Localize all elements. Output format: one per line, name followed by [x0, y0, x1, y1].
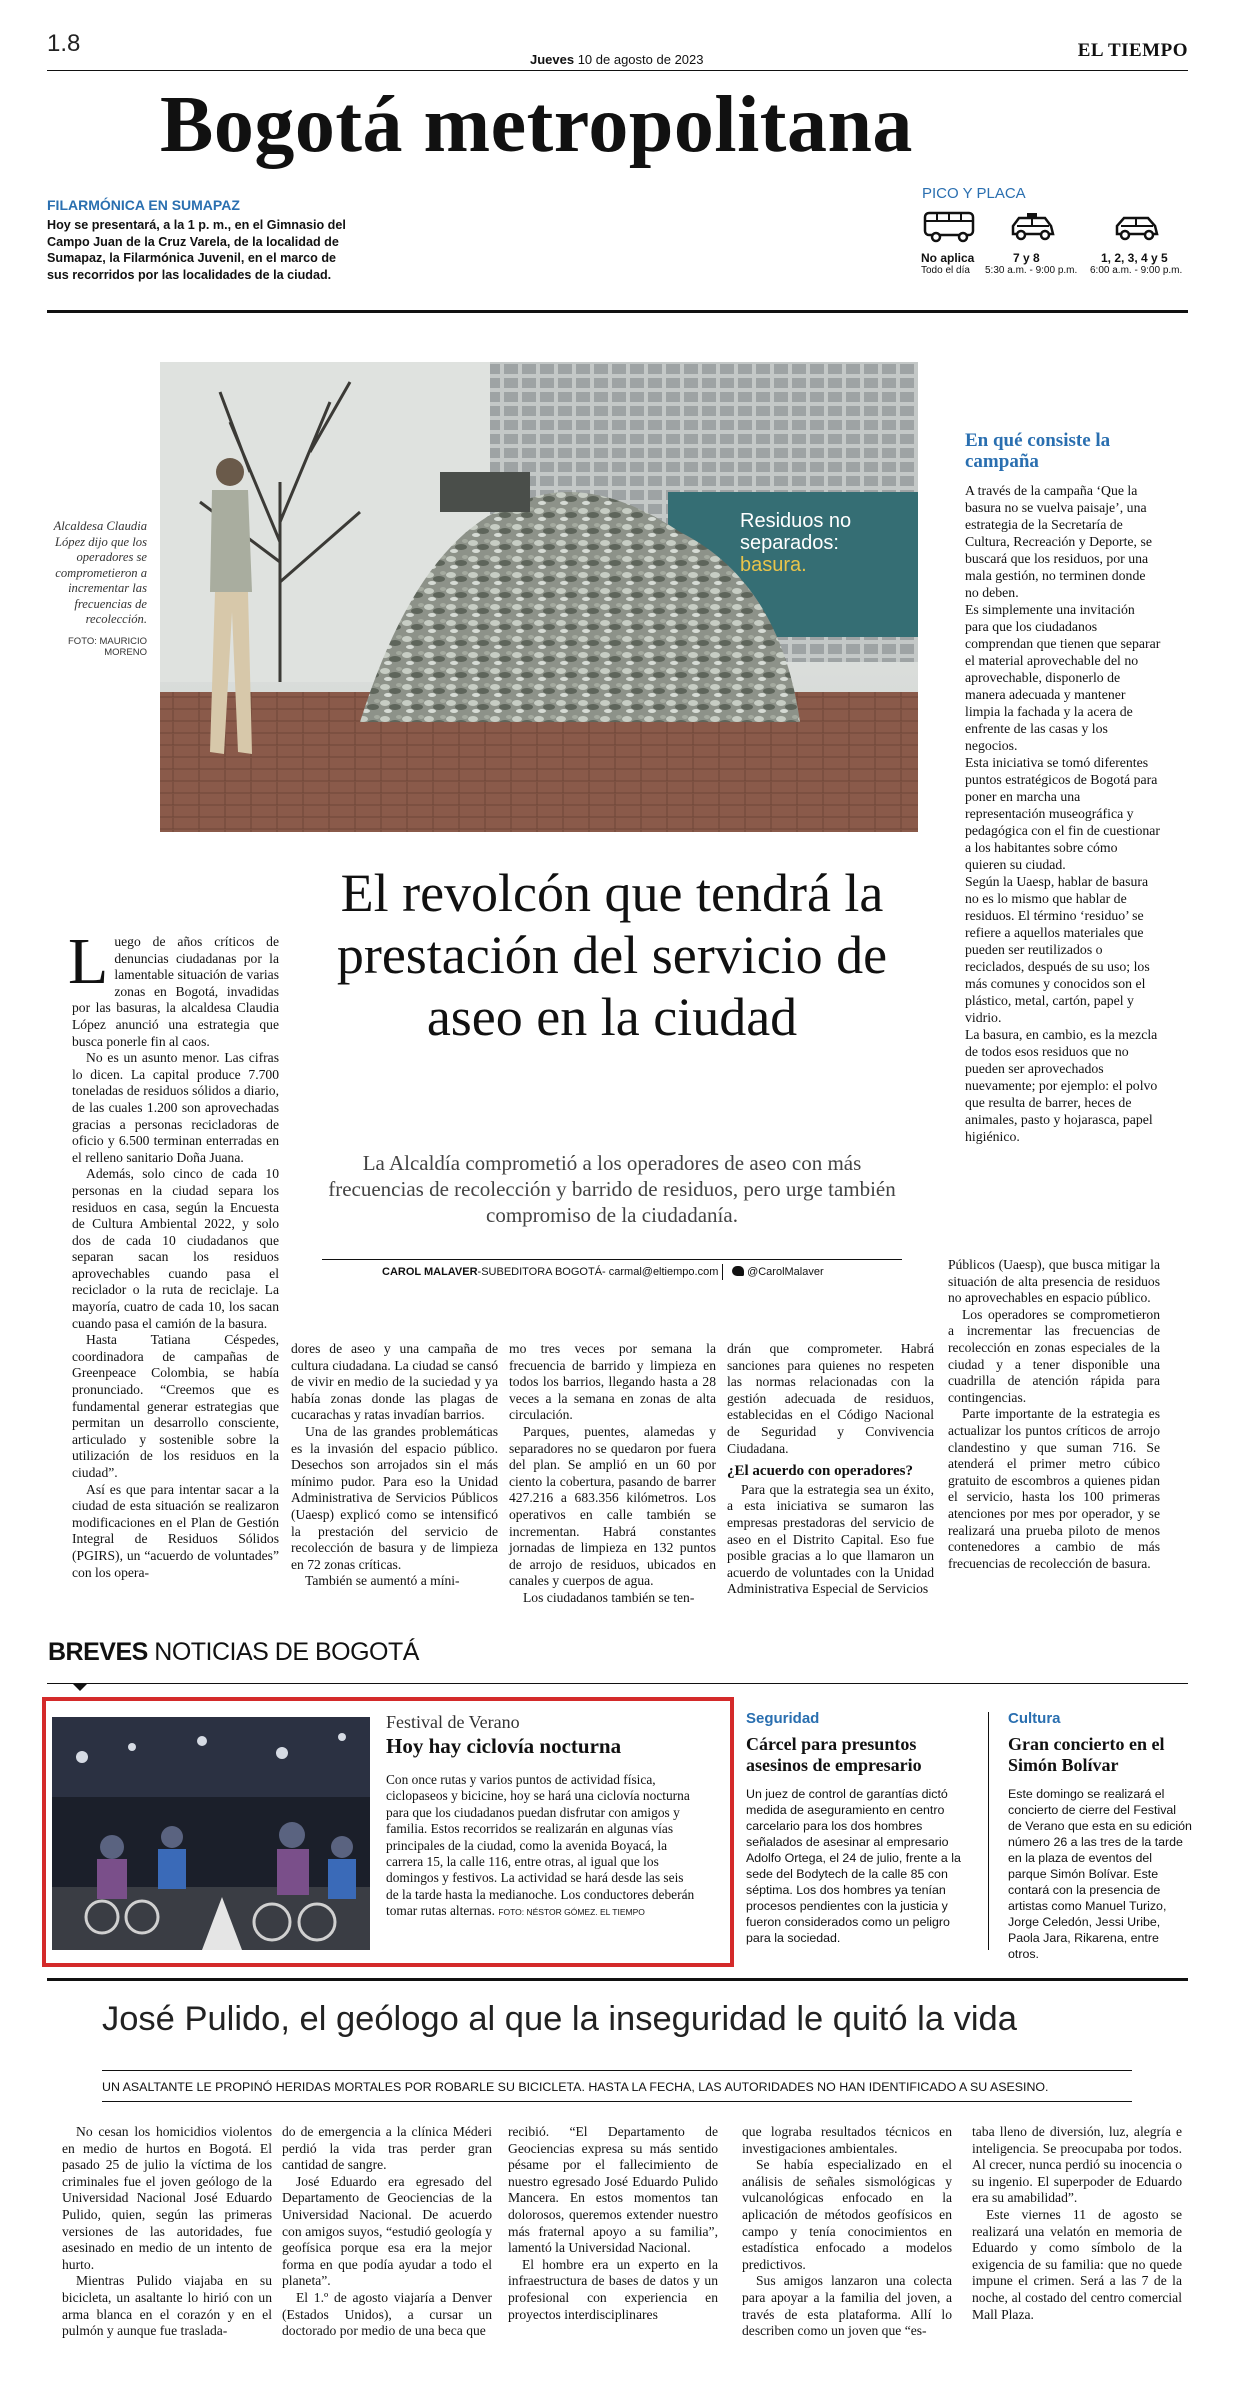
pico-time-1: Todo el día	[921, 265, 970, 276]
twitter-handle-text: @CarolMalaver	[747, 1266, 824, 1278]
dropcap: L	[68, 925, 109, 998]
sign-line-1: Residuos no	[740, 510, 852, 532]
date-day: Jueves	[530, 52, 575, 67]
header-bottom-rule	[47, 310, 1188, 313]
second-c4-p2: Se había especializado en el análisis de señales sismológicas y vulcanológicas enfocado en la aplicación de métodos geofísicos en campo y tenía conocimientos en estadística enfocado a modelos predictivos.	[742, 2157, 952, 2272]
breves-feature-credit: FOTO: NÉSTOR GÓMEZ. EL TIEMPO	[498, 1907, 645, 1918]
col5-p3: Parte importante de la estrategia es actualizar los puntos críticos de arrojo clandestino y que suman 716. Se atenderá el primer metro cúbico gratuito de escombros a quienes pidan el servicio, hasta los 100 primeras atenciones por mes por operador, y se realizará una prueba piloto de menos contenedores a cambio de más frecuencias de recolección de basura.	[948, 1406, 1160, 1571]
breves-feature-title: Hoy hay ciclovía nocturna	[386, 1734, 622, 1758]
second-c2-p3: El 1.º de agosto viajaría a Denver (Estados Unidos), a cursar un doctorado por medio de una beca que	[282, 2289, 492, 2339]
col1-p2: No es un asunto menor. Las cifras lo dicen. La capital produce 7.700 toneladas de residuos sólidos a diario, de las cuales 1.200 son aprovechadas gracias a personas recicladoras de oficio y 6.500 terminan enterradas en el relleno sanitario Doña Juana.	[72, 1050, 279, 1165]
sidebar-p4: Según la Uaesp, hablar de basura no es lo mismo que hablar de residuos. El término ‘residuo’ se refiere a aquellos materiales que pueden ser reutilizados o reciclados, después de su uso; los más comunes y conocidos son el plástico, metal, cartón, papel y vidrio.	[965, 874, 1150, 1025]
pico-placa	[905, 208, 1188, 278]
breve-2-text: Un juez de control de garantías dictó medida de aseguramiento en centro carcelario para los dos hombres señalados de asesinar al empresario Adolfo Ortega, el 24 de julio, frente a la sede del Bodytech de la calle 85 con séptima. Los dos hombres ya tenían procesos pendientes con la justicia y fueron considerados como un peligro para la sociedad.	[746, 1787, 961, 1945]
col4-subhead: ¿El acuerdo con operadores?	[727, 1463, 913, 1480]
second-c5-p1: taba lleno de diversión, luz, alegría e inteligencia. Se preocupaba por todos. Al crecer, nunca perdió su inocencia o su ingenio. El superpoder de Eduardo era su amabilidad”.	[972, 2124, 1182, 2206]
second-subhead-rule-bottom	[102, 2101, 1132, 2102]
col2-p1: dores de aseo y una campaña de cultura ciudadana. La ciudad se cansó de vivir en medio de la suciedad y ya había zonas donde las plagas de cucarachas y ratas invadían barrios.	[291, 1341, 498, 1423]
col2-p2: Una de las grandes problemáticas es la invasión del espacio público. Desechos son arrojados sin el más mínimo pudor. Para eso la Unidad Administrativa de Servicios Públicos (Uaesp) explicó como se intensificó la prestación del servicio de recolección de basura y de limpieza en 72 zonas críticas.	[291, 1423, 498, 1572]
main-photo	[160, 362, 918, 832]
second-c4-p3: Sus amigos lanzaron una colecta para apoyar a la familia del joven, a través de esta plataforma. Allí lo describen como un joven que “es-	[742, 2273, 952, 2339]
date-rest: 10 de agosto de 2023	[574, 52, 704, 67]
breves-label-bold: BREVES	[48, 1638, 148, 1666]
breve-2-title: Cárcel para presuntos asesinos de empresario	[746, 1734, 922, 1775]
col3-p3: Los ciudadanos también se ten-	[523, 1589, 695, 1605]
bus-icon	[923, 210, 977, 249]
breve-3-text: Este domingo se realizará el concierto de cierre del Festival de Verano que esta en su edición número 26 a las tres de la tarde en la plaza de eventos del parque Simón Bolívar. Este contará con la presencia de artistas como Manuel Turizo, Jorge Celedón, Jessi Uribe, Paola Jara, Rikarena, entre otros.	[1008, 1787, 1192, 1961]
twitter-icon	[732, 1266, 744, 1276]
pico-placa-title: PICO Y PLACA	[922, 185, 1026, 202]
col1-p5: Así es que para intentar sacar a la ciudad de esta situación se realizaron modificaciones en el Plan de Gestión Integral de Residuos Sólidos (PGIRS), un “acuerdo de voluntades” con los opera-	[72, 1481, 279, 1580]
col1-p3: Además, solo cinco de cada 10 personas en la ciudad separa los residuos en casa, según la Encuesta de Cultura Ambiental 2022, y solo dos de cada 10 ciudadanos que separan sacan los residuos aprovechables cuando pasa el reciclador o la ruta de reciclaje. La mayoría, cuatro de cada 10, los sacan cuando pasa el camión de la basura.	[72, 1166, 279, 1331]
second-subhead-rule-top	[102, 2070, 1132, 2071]
byline-role: -SUBEDITORA BOGOTÁ-	[477, 1266, 606, 1278]
pico-time-2: 5:30 a.m. - 9:00 p.m.	[985, 265, 1078, 276]
second-c1-p1: No cesan los homicidios violentos en medio de hurtos en Bogotá. El pasado 25 de julio la víctima de los criminales fue el joven geólogo de la Universidad Nacional José Eduardo Pulido, quien, según las primeras versiones de las autoridades, fue asesinado en medio de un intento de hurto.	[62, 2124, 272, 2272]
article-col-2	[291, 1341, 498, 1590]
second-c3-p1: recibió. “El Departamento de Geociencias expresa su más sentido pésame por el fallecimiento de nuestro egresado José Eduardo Pulido Mancera. En estos momentos tan dolorosos, queremos extender nuestro más fraternal apoyo a su familia”, lamentó la Universidad Nacional.	[508, 2124, 718, 2256]
byline	[382, 1266, 718, 1278]
brief-top-kicker: FILARMÓNICA EN SUMAPAZ	[47, 197, 240, 213]
second-c3-p2: El hombre era un experto en la infraestructura de bases de datos y un profesional con experiencia en proyectos interdisciplinares	[508, 2256, 718, 2322]
page-number: 1.8	[47, 30, 81, 57]
twitter-handle[interactable]	[732, 1266, 824, 1278]
second-c2-p1: do de emergencia a la clínica Méderi perdió la vida tras perder gran cantidad de sangre.	[282, 2124, 492, 2173]
brief-top-text: Hoy se presentará, a la 1 p. m., en el Gimnasio del Campo Juan de la Cruz Varela, de la localidad de Sumapaz, la Filarmónica Juvenil, en el marco de sus recorridos por las localidades de la ciudad.	[47, 218, 346, 282]
col2-p3: También se aumentó a míni-	[305, 1573, 460, 1589]
col5-p2: Los operadores se comprometieron a incrementar las frecuencias de recolección en zonas especiales de la ciudad y a tener disponible una cuadrilla de atención rápida para contingencias.	[948, 1306, 1160, 1405]
breves-feature-text	[386, 1772, 696, 1921]
taxi-icon	[1009, 212, 1057, 247]
second-c5-p2: Este viernes 11 de agosto se realizará una velatón en memoria de Eduardo y como símbolo de la exigencia de su familia: que no quede impune el crimen. Será a las 7 de la noche, al costado del centro comercial Mall Plaza.	[972, 2206, 1182, 2322]
article-col-4	[727, 1341, 934, 1598]
second-headline: José Pulido, el geólogo al que la inseguridad le quitó la vida	[102, 2000, 1017, 2038]
breves-label-light: NOTICIAS DE BOGOTÁ	[147, 1638, 419, 1666]
pico-label-3: 1, 2, 3, 4 y 5	[1101, 251, 1168, 265]
col1-lead	[68, 925, 279, 1050]
breves-rule	[47, 1683, 1188, 1684]
breves-feature-body: Con once rutas y varios puntos de actividad física, ciclopaseos y bicicine, hoy se hará una ciclovía nocturna para que los ciudadanos puedan disfrutar con amigos y familia. Estos recorridos se realizarán en algunas vías principales de la ciudad, como la avenida Boyacá, la carrera 15, la calle 116, entre otras, al igual que los domingos y festivos. La actividad se hará desde las seis de la tarde hasta la medianoche. Los conductores deberán tomar rutas alternas.	[386, 1772, 695, 1919]
byline-rule	[322, 1259, 902, 1260]
breves-label	[48, 1638, 419, 1667]
second-col-5	[972, 2124, 1182, 2323]
breves-rule-notch	[72, 1683, 88, 1691]
breve-3-title: Gran concierto en el Simón Bolívar	[1008, 1734, 1165, 1775]
col1-p4: Hasta Tatiana Céspedes, coordinadora de campañas de Greenpeace Colombia, se había pronunciado. “Creemos que es fundamental generar estrategias que permitan un desarrollo consciente, articulado y sostenible sobre la utilización de los residuos en la ciudad”.	[72, 1332, 279, 1480]
section-title: Bogotá metropolitana	[160, 81, 913, 169]
second-article-top-rule	[47, 1978, 1188, 1981]
ciclovia-photo	[52, 1717, 370, 1950]
article-col-3	[509, 1341, 716, 1607]
sidebar-p2: Es simplemente una invitación para que los ciudadanos comprendan que tienen que separar el material aprovechable del no aprovechable, disponerlo de manera adecuada y mantener limpia la fachada y la acera de enfrente de las casas y los negocios.	[965, 602, 1161, 753]
pico-time-3: 6:00 a.m. - 9:00 p.m.	[1090, 265, 1183, 276]
second-subhead: UN ASALTANTE LE PROPINÓ HERIDAS MORTALES POR ROBARLE SU BICICLETA. HASTA LA FECHA, LAS AUTORIDADES NO HAN IDENTIFICADO A SU ASESINO.	[102, 2080, 1049, 2094]
second-c1-p2: Mientras Pulido viajaba en su bicicleta, un asaltante lo hirió con un arma blanca en el corazón y en el pulmón y aunque fue traslada-	[62, 2273, 272, 2339]
article-col-5	[948, 1257, 1160, 1572]
article-headline: El revolcón que tendrá la prestación del servicio de aseo en la ciudad	[336, 863, 888, 1047]
header-rule	[47, 70, 1188, 71]
date-line	[530, 52, 703, 67]
sidebar-p5: La basura, en cambio, es la mezcla de todos esos residuos que no pueden ser aprovechados nuevamente; por ejemplo: el polvo que resulta de barrer, heces de animales, pasto y hojarasca, papel higiénico.	[965, 1027, 1158, 1144]
sign-text	[740, 510, 851, 576]
col4-p1: drán que comprometer. Habrá sanciones para quienes no respeten las normas relacionadas con la gestión adecuada de residuos, establecidas en el Código Nacional de Seguridad y Convivencia Ciudadana.	[727, 1341, 934, 1456]
second-c4-p1: que lograba resultados técnicos en investigaciones ambientales.	[742, 2124, 952, 2156]
sidebar-title: En qué consiste la campaña	[965, 430, 1111, 472]
col3-p1: mo tres veces por semana la frecuencia de barrido y limpieza en todos los barrios, llegando hasta a 28 veces a la semana en zonas de alta circulación.	[509, 1341, 716, 1423]
sign-line-2: separados:	[740, 532, 839, 554]
byline-email[interactable]: carmal@eltiempo.com	[608, 1266, 719, 1278]
pico-label-2: 7 y 8	[1013, 251, 1040, 265]
byline-divider	[722, 1264, 723, 1280]
col3-p2: Parques, puentes, alamedas y separadores no se quedaron por fuera del plan. Se amplió en un 60 por ciento la cobertura, pasando de barrer 427.216 a 683.356 kilómetros. Los operativos en calle también se incrementan. Habrá constantes jornadas de limpieza en 132 puntos de arrojo de residuos, ubicados en canales y cuerpos de agua.	[509, 1423, 716, 1589]
car-icon	[1113, 214, 1161, 247]
breves-divider	[988, 1712, 989, 1950]
second-c2-p2: José Eduardo era egresado del Departamento de Geociencias de la Universidad Nacional. De acuerdo con amigos suyos, “estudió geología y geofísica porque esa era la mejor forma en que podía ayudar a todo el planeta”.	[282, 2173, 492, 2289]
article-deck: La Alcaldía comprometió a los operadores de aseo con más frecuencias de recolección y barrido de residuos, pero urge también compromiso de la ciudadanía.	[328, 1151, 896, 1227]
masthead: EL TIEMPO	[1077, 40, 1188, 61]
sign-line-3: basura.	[740, 554, 807, 576]
sidebar-body	[965, 482, 1161, 1145]
col1-p1: uego de años críticos de denuncias ciudadanas por la lamentable situación de varias zonas en Bogotá, invadidas por las basuras, la alcaldesa Claudia López anunció una estrategia que busca ponerle fin al caos.	[72, 934, 279, 1049]
photo-credit: FOTO: MAURICIO MORENO	[68, 636, 147, 658]
breves-feature-kicker: Festival de Verano	[386, 1712, 520, 1732]
second-col-3	[508, 2124, 718, 2323]
col4-p2: Para que la estrategia sea un éxito, a esta iniciativa se sumaron las empresas prestadoras del servicio de aseo en el Distrito Capital. Eso fue posible gracias a lo que llamaron un acuerdo de voluntades con la Unidad Administrativa Especial de Servicios	[727, 1481, 934, 1597]
second-col-2	[282, 2124, 492, 2340]
sidebar-p3: Esta iniciativa se tomó diferentes puntos estratégicos de Bogotá para poner en marcha una representación museográfica y pedagógica con el fin de cuestionar a los habitantes sobre cómo quieren su ciudad.	[965, 755, 1160, 872]
photo-caption: Alcaldesa Claudia López dijo que los operadores se comprometieron a incrementar las frecuencias de recolección.	[53, 519, 147, 626]
col5-p1: Públicos (Uaesp), que busca mitigar la situación de alta presencia de residuos no aprovechables en espacio público.	[948, 1257, 1160, 1306]
breve-2-kicker: Seguridad	[746, 1710, 820, 1727]
pico-label-1: No aplica	[921, 251, 975, 265]
second-col-1	[62, 2124, 272, 2340]
sidebar-p1: A través de la campaña ‘Que la basura no se vuelva paisaje’, una estrategia de la Secretaría de Cultura, Recreación y Deporte, se buscará que los residuos, por una mala gestión, no terminen donde no deben.	[965, 483, 1152, 600]
article-col-1	[68, 925, 279, 1581]
byline-name: CAROL MALAVER	[382, 1266, 478, 1278]
second-col-4	[742, 2124, 952, 2340]
breve-3-kicker: Cultura	[1008, 1710, 1061, 1727]
